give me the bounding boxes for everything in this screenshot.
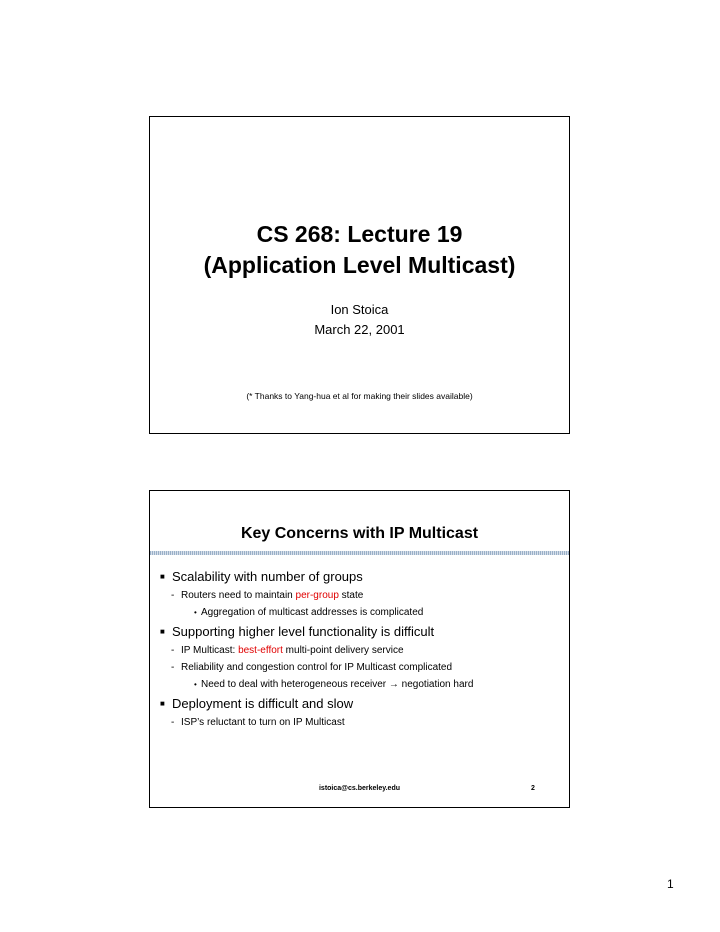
bullet-1: ■ Scalability with number of groups	[160, 569, 363, 584]
bullet-2-sub-2-sub-1: • Need to deal with heterogeneous receiver → negotiation hard	[150, 677, 569, 694]
slide-1-title	[150, 219, 569, 281]
bullet-2-sub-1: - IP Multicast: best-effort multi-point delivery service	[150, 643, 569, 660]
author: Ion Stoica	[330, 302, 389, 317]
dash-bullet-icon: -	[171, 717, 175, 728]
acknowledgement: (* Thanks to Yang-hua et al for making their slides available)	[246, 391, 473, 401]
bullet-2: ■ Supporting higher level functionality is difficult	[160, 624, 435, 639]
slide-2	[149, 490, 570, 808]
square-bullet-icon: ■	[160, 572, 165, 581]
page-number: 1	[667, 877, 674, 891]
slide-1	[149, 116, 570, 434]
right-arrow-icon: →	[388, 679, 399, 690]
bullet-1-sub-1: - Routers need to maintain per-group state	[150, 588, 569, 605]
dash-bullet-icon: -	[171, 662, 175, 673]
bullet-2-sub-2: - Reliability and congestion control for IP Multicast complicated	[150, 660, 569, 677]
footer-slide-number: 2	[531, 785, 535, 792]
dot-bullet-icon: •	[194, 608, 197, 617]
highlight-per-group: per-group	[295, 590, 339, 601]
bullet-list	[150, 567, 569, 732]
title-line-1: CS 268: Lecture 19	[256, 221, 463, 247]
bullet-3: ■ Deployment is difficult and slow	[160, 696, 354, 711]
bullet-1-sub-1-sub-1: • Aggregation of multicast addresses is complicated	[150, 605, 569, 622]
date: March 22, 2001	[314, 322, 405, 337]
highlight-best-effort: best-effort	[238, 645, 283, 656]
dash-bullet-icon: -	[171, 645, 175, 656]
slide-2-title: Key Concerns with IP Multicast	[240, 525, 479, 542]
dot-bullet-icon: •	[194, 680, 197, 689]
footer-email: istoica@cs.berkeley.edu	[318, 785, 400, 792]
dash-bullet-icon: -	[171, 590, 175, 601]
bullet-3-sub-1: - ISP’s reluctant to turn on IP Multicast	[150, 715, 569, 732]
square-bullet-icon: ■	[160, 699, 165, 708]
square-bullet-icon: ■	[160, 627, 165, 636]
title-rule	[150, 551, 569, 555]
title-line-2: (Application Level Multicast)	[203, 252, 516, 278]
